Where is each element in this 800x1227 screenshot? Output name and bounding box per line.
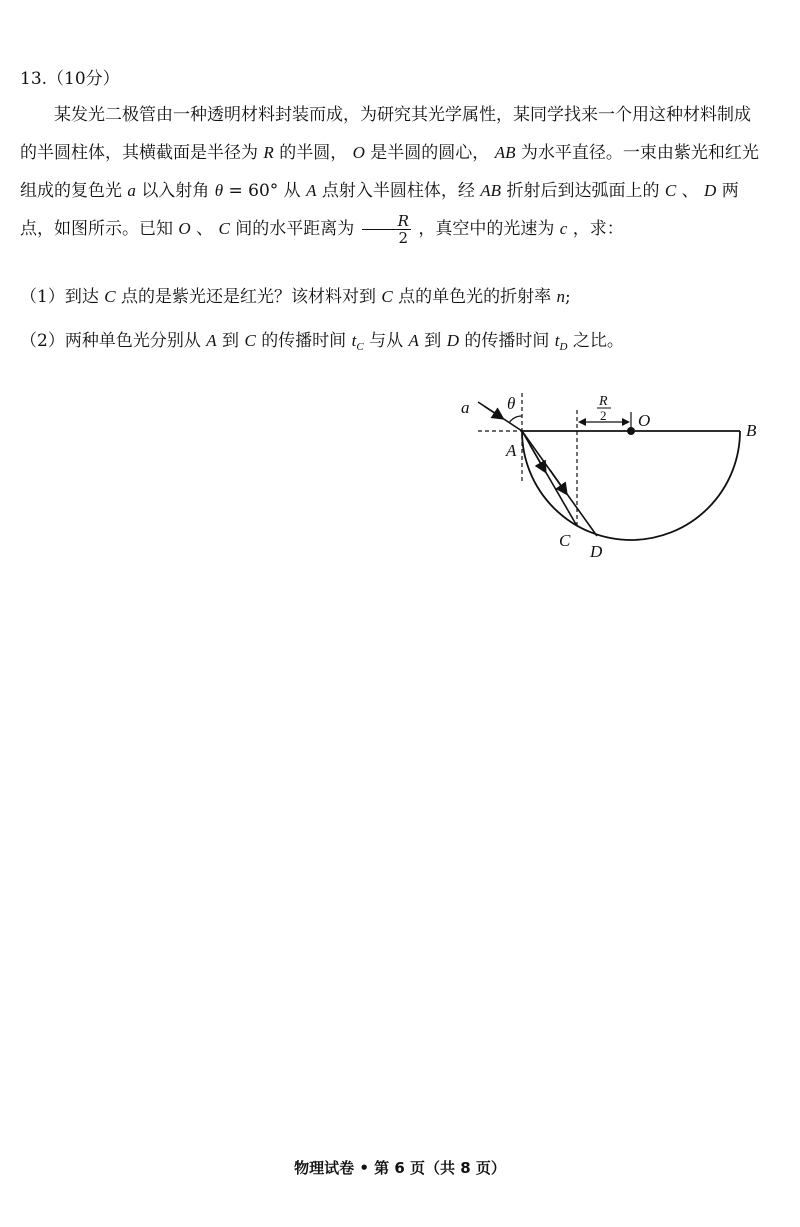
- sub-question-1: [20, 282, 571, 307]
- sub-text: 与从: [369, 331, 404, 351]
- var-t: t: [351, 331, 357, 350]
- body-text: 的半圆，: [279, 143, 348, 163]
- ray-to-d-arrow: [550, 470, 566, 493]
- body-text: 折射后到达弧面上的: [506, 181, 660, 201]
- subscript-D: D: [559, 341, 568, 353]
- sub-text: 之比。: [572, 331, 624, 351]
- label-a: a: [461, 398, 470, 417]
- label-r-numerator: R: [599, 394, 608, 409]
- var-c: c: [559, 219, 568, 238]
- body-text: ，真空中的光速为: [418, 219, 555, 239]
- body-text: 是半圆的圆心，: [370, 143, 490, 163]
- dimension-arrowhead-left: [578, 418, 586, 426]
- label-A: A: [506, 441, 517, 460]
- var-O: O: [178, 219, 191, 238]
- body-text: ，求：: [572, 219, 624, 239]
- var-theta: θ: [214, 181, 224, 200]
- center-o-dot: [627, 427, 635, 435]
- sub-text: （2）两种单色光分别从: [20, 331, 201, 351]
- var-n: n: [556, 287, 566, 306]
- var-C: C: [218, 219, 230, 238]
- label-r-denominator: 2: [600, 408, 607, 423]
- subscript-C: C: [356, 341, 364, 353]
- sub-text: （1）到达: [20, 287, 99, 307]
- semicircle-arc: [522, 431, 740, 540]
- label-B: B: [746, 421, 757, 440]
- var-C: C: [381, 287, 393, 306]
- body-text: 某发光二极管由一种透明材料封装而成，为研究其光学属性，某同学找来一个用这种材料制成的半圆柱体，其横截面是半径为: [20, 105, 751, 163]
- var-O: O: [352, 143, 365, 162]
- sub-text: 的传播时间: [261, 331, 347, 351]
- sub-text: 的传播时间: [464, 331, 550, 351]
- body-text: 点射入半圆柱体，经: [321, 181, 475, 201]
- page-footer: 物理试卷 • 第 6 页（共 8 页）: [294, 1159, 506, 1177]
- fraction-r-over-2: [362, 213, 411, 246]
- var-D: D: [704, 181, 717, 200]
- var-D: D: [446, 331, 459, 350]
- var-C: C: [244, 331, 256, 350]
- sub-text: 到: [222, 331, 240, 351]
- sub-text: 点的是紫光还是红光？该材料对到: [120, 287, 376, 307]
- dimension-arrowhead-right: [622, 418, 630, 426]
- var-A: A: [306, 181, 317, 200]
- var-tD: [554, 331, 568, 353]
- var-AB: AB: [480, 181, 502, 200]
- ray-to-c-arrow: [530, 445, 545, 471]
- var-a: a: [127, 181, 136, 200]
- theta-arc: [509, 416, 522, 423]
- question-body: [20, 97, 765, 248]
- fraction-denominator: 2: [398, 229, 409, 247]
- optics-diagram: [440, 385, 780, 570]
- var-R: R: [263, 143, 274, 162]
- incident-arrow: [484, 406, 502, 418]
- body-text: = 60° 从: [228, 181, 301, 201]
- sub-text: 到: [424, 331, 442, 351]
- label-O: O: [638, 411, 651, 430]
- question-number: 13.（10分）: [20, 69, 120, 89]
- fraction-numerator: R: [362, 213, 411, 230]
- sub-text: ;: [565, 287, 571, 307]
- var-AB: AB: [494, 143, 516, 162]
- body-text: 、: [196, 219, 214, 239]
- label-C: C: [559, 531, 571, 550]
- var-A: A: [206, 331, 217, 350]
- body-text: 、: [681, 181, 699, 201]
- var-t: t: [554, 331, 560, 350]
- var-C: C: [664, 181, 677, 200]
- label-theta: θ: [507, 394, 516, 413]
- var-C: C: [104, 287, 116, 306]
- body-text: 间的水平距离为: [235, 219, 355, 239]
- body-text: 以入射角: [141, 181, 210, 201]
- body-text: 为水平直径。一束由紫光和红光组成的复色光: [20, 143, 759, 201]
- sub-text: 点的单色光的折射率: [398, 287, 552, 307]
- var-A: A: [408, 331, 419, 350]
- sub-question-2: [20, 326, 624, 353]
- label-D: D: [590, 542, 603, 561]
- body-text: 两点，如图所示。已知: [20, 181, 739, 239]
- var-tC: [351, 331, 364, 353]
